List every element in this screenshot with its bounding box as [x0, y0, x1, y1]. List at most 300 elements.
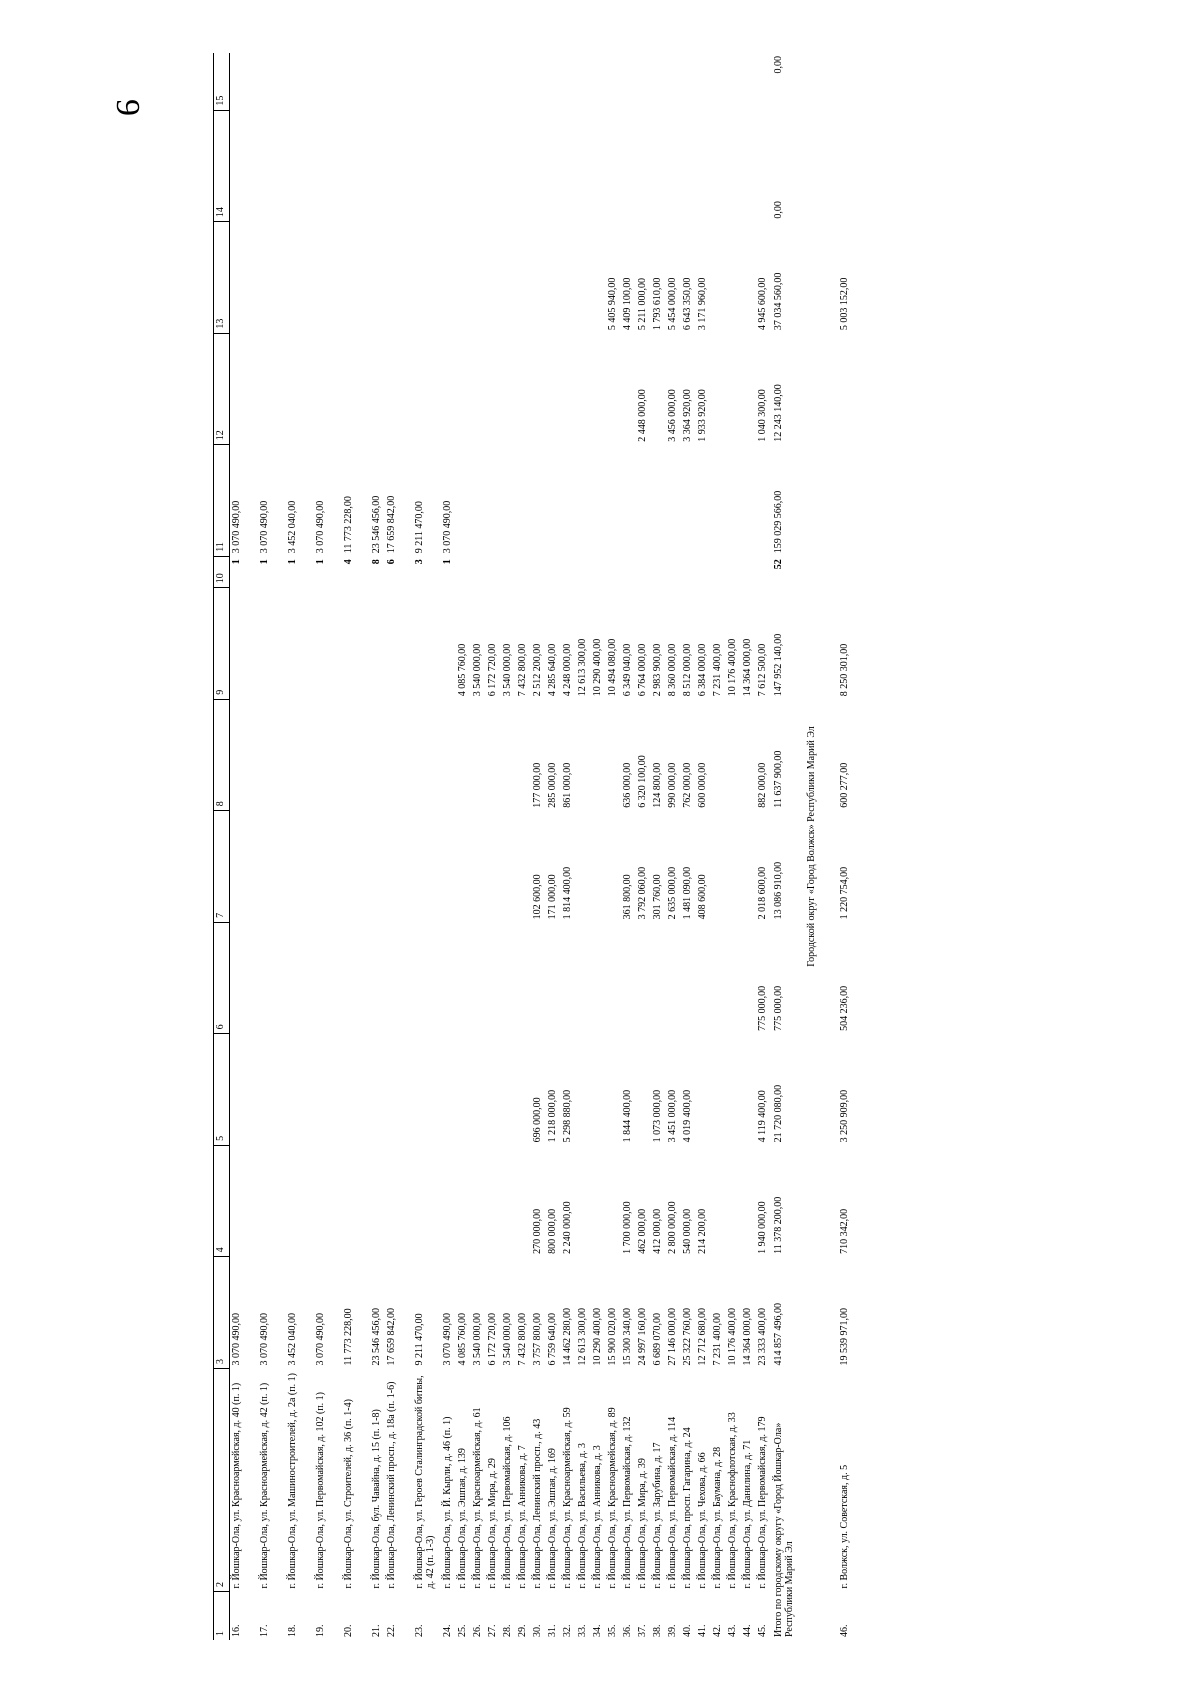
row-number: 32.	[561, 1624, 573, 1637]
value-cell: 600 277,00	[839, 762, 850, 808]
value-cell	[561, 445, 576, 557]
value-cell	[576, 1145, 591, 1257]
value-cell	[501, 1034, 516, 1146]
value-cell: 1 844 400,00	[621, 1089, 633, 1143]
value-cell	[229, 811, 258, 923]
entrance-count	[576, 556, 591, 588]
value-cell: 10 176 400,00	[726, 1307, 738, 1366]
value-cell	[342, 1145, 370, 1257]
value-cell	[741, 333, 756, 445]
row-number: 19.	[314, 1624, 326, 1637]
value-cell	[471, 1145, 486, 1257]
value-cell: 2 240 000,00	[561, 1201, 573, 1254]
row-address: г. Йошкар-Ола, Ленинский просп., д. 18а (п. 1-6)	[385, 1381, 397, 1589]
row-address: г. Йошкар-Ола, ул. Первомайская, д. 106	[501, 1416, 513, 1589]
value-cell	[516, 222, 531, 334]
value-cell	[370, 699, 385, 811]
value-cell	[546, 922, 561, 1034]
value-cell: 11 773 228,00	[342, 496, 354, 554]
value-cell	[258, 1145, 286, 1257]
row-address: г. Йошкар-Ола, ул. Данилина, д. 71	[741, 1439, 753, 1589]
value-cell	[576, 1034, 591, 1146]
value-cell: 15 900 020,00	[606, 1307, 618, 1366]
row-number: 31.	[546, 1624, 558, 1637]
value-cell: 3 070 490,00	[230, 1312, 242, 1366]
value-cell	[651, 445, 666, 557]
value-cell	[741, 1145, 756, 1257]
value-cell	[681, 922, 696, 1034]
value-cell	[621, 333, 636, 445]
value-cell	[606, 445, 621, 557]
value-cell: 1 073 000,00	[651, 1089, 663, 1143]
value-cell	[516, 53, 531, 110]
table-row	[741, 53, 756, 1640]
table-row	[531, 53, 546, 1640]
value-cell: 6 172 720,00	[486, 643, 498, 697]
value-cell	[825, 333, 852, 445]
value-cell	[606, 110, 621, 222]
table-row	[456, 53, 471, 1640]
value-cell	[516, 811, 531, 923]
table-row	[696, 53, 711, 1640]
value-cell	[666, 110, 681, 222]
section-row	[800, 53, 826, 1640]
value-cell: 3 540 000,00	[471, 643, 483, 697]
column-header: 8	[214, 699, 230, 811]
value-cell	[741, 53, 756, 110]
value-cell	[441, 699, 456, 811]
value-cell	[546, 222, 561, 334]
value-cell	[636, 1034, 651, 1146]
value-cell: 6 384 000,00	[696, 643, 708, 697]
value-cell	[441, 1034, 456, 1146]
row-address: г. Йошкар-Ола, ул. Первомайская, д. 132	[621, 1416, 633, 1589]
value-cell	[576, 445, 591, 557]
value-cell	[385, 699, 413, 811]
row-number: 29.	[516, 1624, 528, 1637]
value-cell	[486, 53, 501, 110]
value-cell: 4 285 640,00	[546, 643, 558, 697]
value-cell	[456, 922, 471, 1034]
value-cell: 1 218 000,00	[546, 1089, 558, 1143]
value-cell: 301 760,00	[651, 874, 663, 920]
value-cell	[651, 922, 666, 1034]
value-cell	[229, 110, 258, 222]
value-cell	[314, 922, 342, 1034]
row-number: 17.	[258, 1624, 270, 1637]
row-number: 22.	[385, 1624, 397, 1637]
value-cell: 2 018 600,00	[756, 866, 768, 920]
value-cell: 177 000,00	[531, 762, 543, 808]
row-address: г. Йошкар-Ола, ул. Красноармейская, д. 40 (п. 1)	[230, 1382, 242, 1589]
value-cell	[370, 811, 385, 923]
value-cell	[258, 811, 286, 923]
value-cell	[370, 922, 385, 1034]
value-cell	[441, 333, 456, 445]
value-cell	[696, 922, 711, 1034]
total-cell: 147 952 140,00	[772, 633, 784, 697]
value-cell	[314, 333, 342, 445]
value-cell: 800 000,00	[546, 1208, 558, 1254]
value-cell	[441, 588, 456, 700]
value-cell: 3 070 490,00	[314, 1312, 326, 1366]
value-cell	[486, 445, 501, 557]
value-cell: 8 250 301,00	[839, 643, 850, 697]
value-cell	[546, 110, 561, 222]
value-cell	[441, 1145, 456, 1257]
value-cell: 6 759 640,00	[546, 1312, 558, 1366]
value-cell: 504 236,00	[839, 985, 850, 1031]
value-cell	[606, 699, 621, 811]
value-cell	[441, 53, 456, 110]
value-cell: 10 290 400,00	[591, 1307, 603, 1366]
value-cell	[636, 53, 651, 110]
value-cell	[370, 333, 385, 445]
row-number: 40.	[681, 1624, 693, 1637]
column-header: 4	[214, 1145, 230, 1257]
value-cell: 2 635 000,00	[666, 866, 678, 920]
row-address: г. Йошкар-Ола, ул. Анникова, д. 7	[516, 1445, 528, 1589]
value-cell: 1 814 400,00	[561, 866, 573, 920]
value-cell: 7 231 400,00	[711, 643, 723, 697]
value-cell	[711, 1034, 726, 1146]
table-row	[756, 53, 771, 1640]
value-cell	[546, 333, 561, 445]
value-cell	[258, 922, 286, 1034]
value-cell	[696, 1034, 711, 1146]
value-cell	[621, 53, 636, 110]
value-cell: 3 451 000,00	[666, 1089, 678, 1143]
value-cell	[486, 1145, 501, 1257]
value-cell	[516, 1145, 531, 1257]
row-address: г. Йошкар-Ола, бул. Чавайна, д. 15 (п. 1-8)	[370, 1409, 382, 1589]
value-cell	[741, 699, 756, 811]
value-cell	[501, 699, 516, 811]
value-cell: 4 409 100,00	[621, 277, 633, 331]
value-cell: 11 773 228,00	[342, 1308, 354, 1366]
value-cell: 27 146 000,00	[666, 1307, 678, 1366]
value-cell	[385, 1034, 413, 1146]
value-cell	[385, 222, 413, 334]
row-number: 28.	[501, 1624, 513, 1637]
value-cell	[726, 333, 741, 445]
value-cell	[370, 588, 385, 700]
row-address: г. Йошкар-Ола, ул. Й. Кырли, д. 46 (п. 1)	[441, 1416, 453, 1589]
value-cell: 3 070 490,00	[230, 500, 242, 554]
value-cell	[456, 1145, 471, 1257]
value-cell: 5 454 000,00	[666, 277, 678, 331]
value-cell: 412 000,00	[651, 1208, 663, 1254]
value-cell: 10 176 400,00	[726, 638, 738, 697]
value-cell	[591, 811, 606, 923]
value-cell: 1 700 000,00	[621, 1201, 633, 1254]
value-cell	[726, 222, 741, 334]
value-cell	[258, 1034, 286, 1146]
value-cell	[711, 445, 726, 557]
value-cell: 600 000,00	[696, 762, 708, 808]
value-cell: 3 540 000,00	[501, 1312, 513, 1366]
value-cell: 14 364 000,00	[741, 1307, 753, 1366]
value-cell	[501, 110, 516, 222]
value-cell	[825, 445, 852, 557]
value-cell	[413, 588, 441, 700]
row-number: 43.	[726, 1624, 738, 1637]
value-cell: 25 322 760,00	[681, 1307, 693, 1366]
value-cell	[286, 110, 314, 222]
value-cell: 3 364 920,00	[681, 389, 693, 442]
value-cell	[696, 445, 711, 557]
value-cell	[501, 333, 516, 445]
row-address: г. Йошкар-Ола, ул. Краснофлотская, д. 33	[726, 1412, 738, 1589]
value-cell	[486, 922, 501, 1034]
value-cell	[606, 922, 621, 1034]
value-cell	[385, 811, 413, 923]
value-cell	[636, 445, 651, 557]
value-cell	[258, 699, 286, 811]
value-cell	[591, 1145, 606, 1257]
value-cell	[286, 333, 314, 445]
value-cell	[342, 811, 370, 923]
value-cell: 1 481 090,00	[681, 866, 693, 920]
value-cell	[342, 588, 370, 700]
row-address: г. Йошкар-Ола, ул. Первомайская, д. 102 (п. 1)	[314, 1391, 326, 1589]
row-address: г. Йошкар-Ола, ул. Мира, д. 29	[486, 1458, 498, 1589]
value-cell	[229, 1145, 258, 1257]
value-cell: 23 546 456,00	[370, 495, 382, 554]
value-cell	[229, 699, 258, 811]
row-number: 26.	[471, 1624, 483, 1637]
total-cell: 775 000,00	[772, 985, 784, 1031]
entrance-count: 3	[413, 559, 425, 565]
row-number: 34.	[591, 1624, 603, 1637]
value-cell	[385, 110, 413, 222]
table-row	[825, 53, 852, 1640]
value-cell	[516, 699, 531, 811]
row-address: г. Йошкар-Ола, ул. Красноармейская, д. 59	[561, 1407, 573, 1589]
row-number: 35.	[606, 1624, 618, 1637]
value-cell	[606, 811, 621, 923]
value-cell: 3 456 000,00	[666, 389, 678, 442]
value-cell	[471, 53, 486, 110]
value-cell	[314, 53, 342, 110]
value-cell	[342, 222, 370, 334]
value-cell: 14 462 280,00	[561, 1307, 573, 1366]
row-address: г. Волжск, ул. Советская, д. 5	[839, 1464, 850, 1589]
value-cell	[696, 110, 711, 222]
value-cell	[471, 333, 486, 445]
value-cell	[286, 922, 314, 1034]
value-cell	[726, 445, 741, 557]
column-header: 14	[214, 110, 230, 222]
value-cell	[681, 110, 696, 222]
register-table	[213, 53, 852, 1640]
value-cell: 6 689 070,00	[651, 1312, 663, 1366]
table-row	[591, 53, 606, 1640]
row-address: г. Йошкар-Ола, ул. Первомайская, д. 179	[756, 1416, 768, 1589]
value-cell: 696 000,00	[531, 1097, 543, 1143]
value-cell	[756, 445, 771, 557]
value-cell	[342, 699, 370, 811]
table-row	[501, 53, 516, 1640]
value-cell: 882 000,00	[756, 762, 768, 808]
table-row	[471, 53, 486, 1640]
entrance-count: 1	[441, 559, 453, 565]
value-cell	[666, 53, 681, 110]
value-cell: 6 172 720,00	[486, 1312, 498, 1366]
value-cell	[636, 922, 651, 1034]
value-cell	[516, 922, 531, 1034]
value-cell	[314, 110, 342, 222]
entrance-count	[621, 556, 636, 588]
row-address: г. Йошкар-Ола, Ленинский просп., д. 43	[531, 1418, 543, 1589]
value-cell: 4 945 600,00	[756, 277, 768, 331]
total-cell: 12 243 140,00	[772, 384, 784, 442]
entrance-count	[501, 556, 516, 588]
column-header: 2	[214, 1368, 230, 1591]
row-number: 18.	[286, 1624, 298, 1637]
value-cell	[370, 1034, 385, 1146]
value-cell: 23 546 456,00	[370, 1307, 382, 1366]
table-row	[576, 53, 591, 1640]
value-cell	[471, 445, 486, 557]
value-cell	[591, 1034, 606, 1146]
table-body	[229, 53, 771, 1640]
value-cell	[456, 110, 471, 222]
value-cell	[229, 53, 258, 110]
value-cell: 12 712 680,00	[696, 1307, 708, 1366]
value-cell	[342, 53, 370, 110]
value-cell: 762 000,00	[681, 762, 693, 808]
value-cell	[258, 222, 286, 334]
value-cell	[561, 110, 576, 222]
value-cell	[576, 811, 591, 923]
row-number: 42.	[711, 1624, 723, 1637]
value-cell: 408 600,00	[696, 874, 708, 920]
table-row	[486, 53, 501, 1640]
value-cell	[258, 333, 286, 445]
value-cell: 3 540 000,00	[471, 1312, 483, 1366]
entrance-count	[531, 556, 546, 588]
value-cell	[546, 53, 561, 110]
value-cell: 171 000,00	[546, 874, 558, 920]
row-address: г. Йошкар-Ола, ул. Первомайская, д. 114	[666, 1416, 678, 1589]
row-number: 39.	[666, 1624, 678, 1637]
column-number-header	[214, 53, 230, 1640]
value-cell	[726, 1145, 741, 1257]
value-cell	[342, 1034, 370, 1146]
row-number: 41.	[696, 1624, 708, 1637]
value-cell	[441, 110, 456, 222]
table-row	[342, 53, 370, 1640]
value-cell	[413, 110, 441, 222]
value-cell: 285 000,00	[546, 762, 558, 808]
entrance-count	[696, 556, 711, 588]
value-cell	[516, 1034, 531, 1146]
value-cell	[576, 222, 591, 334]
entrance-count	[666, 556, 681, 588]
value-cell: 23 333 400,00	[756, 1307, 768, 1366]
value-cell: 990 000,00	[666, 762, 678, 808]
value-cell: 5 003 152,00	[839, 277, 850, 331]
value-cell	[441, 922, 456, 1034]
row-address: г. Йошкар-Ола, ул. Эшпая, д. 139	[456, 1448, 468, 1589]
value-cell	[726, 699, 741, 811]
value-cell	[413, 333, 441, 445]
value-cell: 24 997 160,00	[636, 1307, 648, 1366]
total-row	[771, 53, 800, 1640]
value-cell	[286, 1034, 314, 1146]
value-cell	[314, 1034, 342, 1146]
value-cell: 1 933 920,00	[696, 389, 708, 442]
row-address: г. Йошкар-Ола, ул. Строителей, д. 36 (п. 1-4)	[342, 1399, 354, 1589]
row-address: г. Йошкар-Ола, ул. Баумана, д. 28	[711, 1446, 723, 1589]
value-cell	[741, 445, 756, 557]
value-cell	[711, 1145, 726, 1257]
value-cell	[286, 811, 314, 923]
value-cell	[385, 1145, 413, 1257]
total-cell: 11 637 900,00	[772, 750, 784, 808]
table-row	[666, 53, 681, 1640]
value-cell	[825, 53, 852, 110]
value-cell: 8 360 000,00	[666, 643, 678, 697]
value-cell	[456, 811, 471, 923]
row-number: 30.	[531, 1624, 543, 1637]
value-cell	[666, 922, 681, 1034]
value-cell	[651, 53, 666, 110]
entrance-count	[711, 556, 726, 588]
row-number: 24.	[441, 1624, 453, 1637]
value-cell	[471, 110, 486, 222]
column-header: 9	[214, 588, 230, 700]
value-cell: 1 040 300,00	[756, 389, 768, 442]
row-address: г. Йошкар-Ола, ул. Красноармейская, д. 42 (п. 1)	[258, 1382, 270, 1589]
value-cell	[591, 333, 606, 445]
entrance-count	[606, 556, 621, 588]
value-cell	[385, 922, 413, 1034]
value-cell	[471, 811, 486, 923]
value-cell: 7 432 800,00	[516, 1312, 528, 1366]
row-number: 16.	[230, 1624, 242, 1637]
row-number: 36.	[621, 1624, 633, 1637]
value-cell: 4 085 760,00	[456, 1312, 468, 1366]
entrance-count	[471, 556, 486, 588]
value-cell: 1 793 610,00	[651, 277, 663, 331]
value-cell: 214 200,00	[696, 1208, 708, 1254]
value-cell	[413, 222, 441, 334]
table-row	[726, 53, 741, 1640]
row-number: 21.	[370, 1624, 382, 1637]
table-row	[286, 53, 314, 1640]
row-address: г. Йошкар-Ола, ул. Мира, д. 39	[636, 1458, 648, 1589]
entrance-count	[546, 556, 561, 588]
row-number: 25.	[456, 1624, 468, 1637]
table-row	[606, 53, 621, 1640]
row-address: г. Йошкар-Ола, ул. Эшпая, д. 169	[546, 1448, 558, 1589]
value-cell	[456, 699, 471, 811]
value-cell: 19 539 971,00	[839, 1307, 850, 1366]
value-cell	[258, 53, 286, 110]
value-cell	[286, 699, 314, 811]
value-cell	[286, 222, 314, 334]
value-cell: 10 494 080,00	[606, 638, 618, 697]
value-cell: 9 211 470,00	[413, 1313, 425, 1366]
value-cell	[413, 1034, 441, 1146]
value-cell	[561, 222, 576, 334]
value-cell	[456, 53, 471, 110]
entrance-count	[456, 556, 471, 588]
value-cell: 12 613 300,00	[576, 638, 588, 697]
summary-body	[771, 53, 852, 1640]
